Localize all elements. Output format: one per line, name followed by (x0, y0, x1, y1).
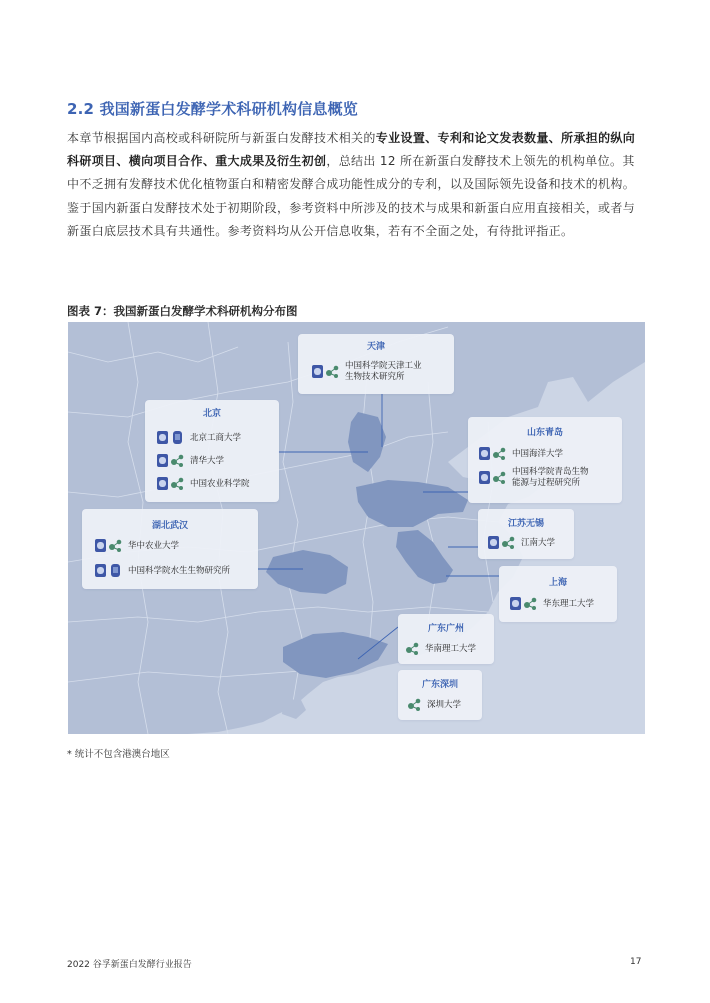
bioreactor-icon (155, 430, 170, 445)
page-number: 17 (630, 957, 642, 967)
institution-name: 北京工商大学 (190, 433, 242, 443)
institution-name: 深圳大学 (427, 700, 462, 710)
institution-name: 中国科学院青岛生物 (512, 467, 589, 477)
region-title: 湖北武汉 (151, 521, 188, 531)
bioreactor-icon (486, 535, 501, 550)
molecule-icon (492, 470, 507, 485)
molecule-icon (170, 453, 185, 468)
molecule-icon (405, 641, 420, 656)
region-title: 广东广州 (427, 624, 464, 634)
bioreactor-icon (477, 446, 492, 461)
institution-name: 生物技术研究所 (345, 372, 405, 382)
bioreactor-icon (155, 476, 170, 491)
institution-name: 江南大学 (521, 538, 556, 548)
molecule-icon (325, 364, 340, 379)
fermenter-icon (108, 563, 123, 578)
institution-name: 中国海洋大学 (512, 449, 564, 459)
region-card-shenzhen (398, 670, 482, 720)
region-card-tianjin (298, 334, 454, 394)
region-title: 天津 (366, 342, 385, 352)
molecule-icon (108, 538, 123, 553)
molecule-icon (170, 476, 185, 491)
body-paragraph (67, 127, 645, 243)
institution-map (68, 322, 645, 734)
region-title: 江苏无锡 (507, 519, 544, 529)
institution-name: 清华大学 (190, 456, 225, 466)
footer-report-title: 2022 谷孚新蛋白发酵行业报告 (67, 960, 192, 970)
institution-name: 中国科学院水生生物研究所 (128, 566, 231, 576)
institution-name: 中国科学院天津工业 (345, 361, 422, 371)
molecule-icon (523, 596, 538, 611)
molecule-icon (407, 697, 422, 712)
figure-caption: 图表 7：我国新蛋白发酵学术科研机构分布图 (67, 304, 298, 318)
molecule-icon (501, 535, 516, 550)
bioreactor-icon (155, 453, 170, 468)
institution-name: 中国农业科学院 (190, 479, 250, 489)
bioreactor-icon (508, 596, 523, 611)
bioreactor-icon (477, 470, 492, 485)
footnote: * 统计不包含港澳台地区 (67, 749, 170, 760)
region-card-beijing (145, 400, 279, 502)
section-title: 2.2 我国新蛋白发酵学术科研机构信息概览 (67, 100, 358, 118)
paragraph-text-2: ，总结出 12 所在新蛋白发酵技术上领先的机构单位。其中不乏拥有发酵技术优化植物蛋白和精密发酵合成功能性成分的专利，以及国际领先设备和技术的机构。鉴于国内新蛋白发酵技术处于初期阶段，参考资料中所涉及的技术与成果和新蛋白应用直接相关，或者与新蛋白底层技术具有共通性。参考资料均从公开信息收集，若有不全面之处，有待批评指正。 (67, 154, 636, 238)
region-card-guangzhou (398, 614, 494, 664)
region-title: 北京 (202, 409, 221, 419)
paragraph-text-1: 本章节根据国内高校或科研院所与新蛋白发酵技术相关的 (67, 131, 376, 145)
region-title: 上海 (548, 578, 567, 588)
region-title: 山东青岛 (526, 428, 563, 438)
region-title: 广东深圳 (421, 680, 458, 690)
bioreactor-icon (93, 563, 108, 578)
molecule-icon (492, 446, 507, 461)
region-card-hubei (82, 509, 258, 589)
institution-name: 华南理工大学 (425, 644, 477, 654)
region-card-shandong (468, 417, 622, 503)
bioreactor-icon (310, 364, 325, 379)
bioreactor-icon (93, 538, 108, 553)
paragraph-bold-text: 专业设置、专利和论文发表数量、所承担的纵向科研项目、横向项目合作、重大成果及衍生初创 (67, 131, 636, 169)
institution-name: 能源与过程研究所 (512, 478, 581, 488)
region-card-jiangsu (478, 509, 574, 559)
region-card-shanghai (499, 566, 617, 622)
institution-name: 华东理工大学 (543, 599, 595, 609)
fermenter-icon (170, 430, 185, 445)
institution-name: 华中农业大学 (128, 541, 180, 551)
